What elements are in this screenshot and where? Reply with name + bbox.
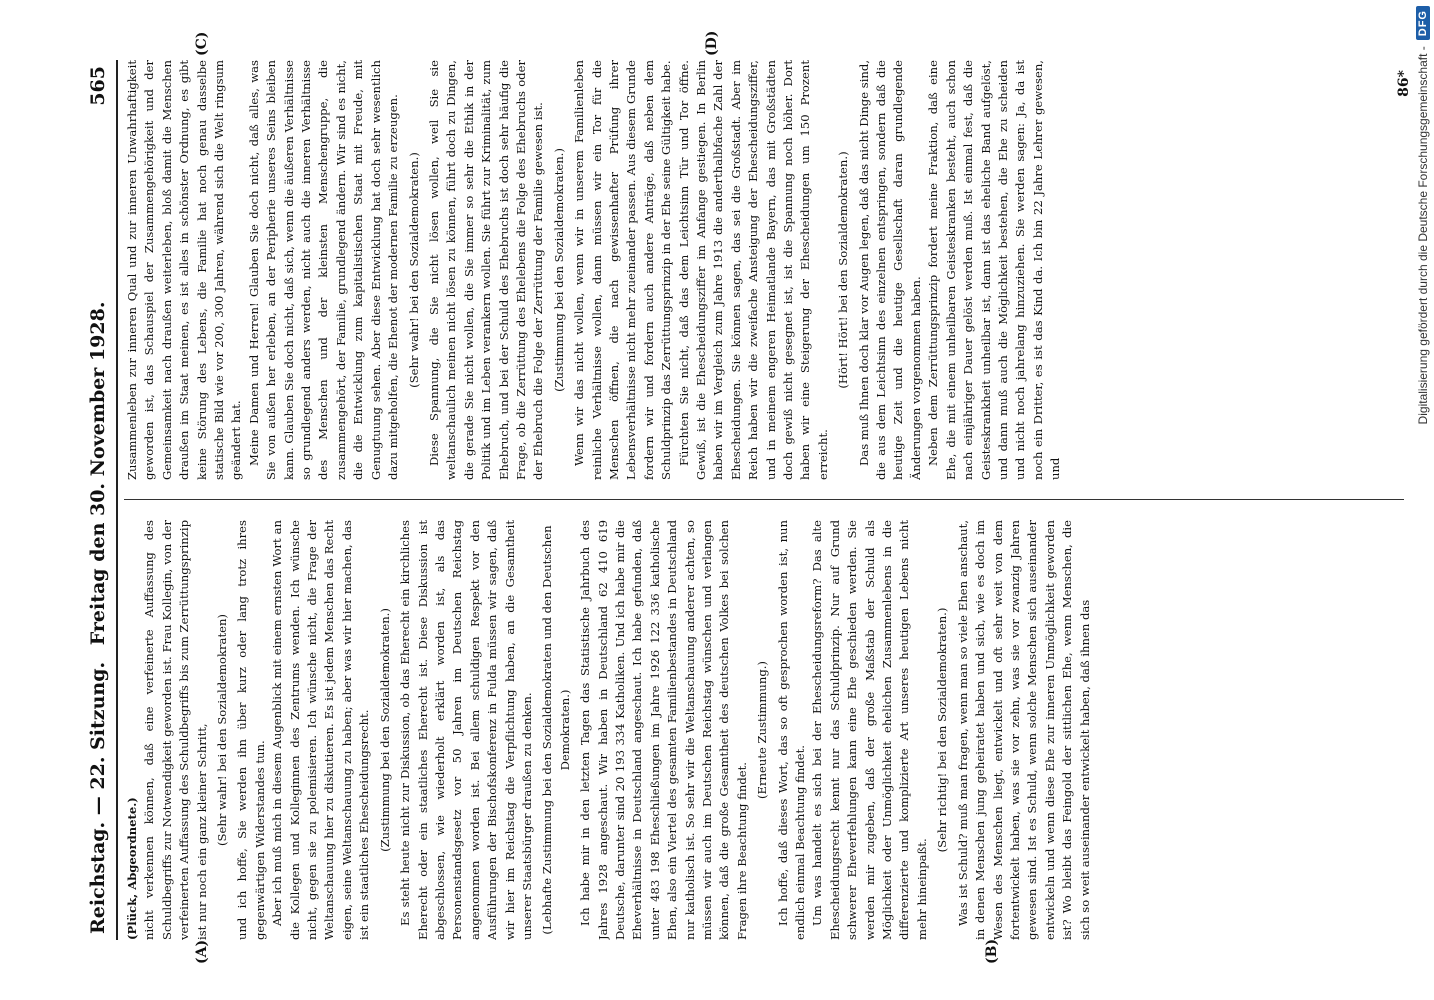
paragraph: Diese Spannung, die Sie nicht lösen wollen, weil Sie sie weltanschaulich meinen nicht lösen zu können, führt doch zu Dingen, die gerade Sie nicht wollen, die Sie immer so sehr die Ethik in der Politik und im Leben verankern wollen. Sie führt zur Kriminalität, zum Ehebruch, und bei der Schuld des Ehebruchs ist doch sehr häufig die Frage, ob die Zerrüttung des Ehelebens die Folge des Ehebruchs oder der Ehebruch die Folge der Zerrüttung der Familie gewesen ist. [426,60,546,480]
interjection: (Hört! Hört! bei den Sozialdemokraten.) [836,151,851,389]
paragraph: Neben dem Zerrüttungsprinzip fordert meine Fraktion, daß eine Ehe, die mit einem unheilbaren Geisteskranken besteht, auch schon nach einjähriger Dauer gelöst werden muß. Ist einmal fest, daß die Geisteskrankheit unheilbar ist, dann ist das eheliche Band aufgelöst, und dann muß auch die Möglichkeit bestehen, die Ehe zu scheiden und nicht noch jahrelang hinzuziehen. Sie werden sagen: Ja, da ist noch ein Dritter, es ist das Kind da. Ich bin 22 Jahre Lehrer gewesen, und [926,60,1063,480]
sheet-signature: 86* [1396,70,1412,97]
text-body [124,30,1412,964]
paragraph: Wenn wir das nicht wollen, wenn wir in unserem Familienleben reinliche Verhältnisse wollen, dann müssen wir ein Tor für die Menschen öffnen, die nach gewissenhafter Prüfung ihrer Lebensverhältnisse nicht mehr zueinander passen. Aus diesem Grunde fordern wir und fordern auch andere Anträge, daß neben dem Schuldprinzip das Zerrüttungsprinzip in der Ehe seine Gültigkeit habe. [572,60,674,480]
interjection: (Zustimmung bei den Sozialdemokraten.) [551,148,566,392]
paragraph: Aber ich muß mich in diesem Augenblick mit einem ernsten Wort an die Kollegen und Kolleginnen des Zentrums wenden. Ich wünsche nicht, gegen sie zu polemisieren. Ich wünsche nicht, die Frage der Weltanschauung hier zu diskutieren. Es ist jedem Menschen das Recht eigen, seine Weltanschauung zu haben; aber was wir hier machen, das ist ein staatliches Ehescheidungsrecht. [270,520,372,940]
left-margin-markers [124,938,1404,964]
interjection: (Sehr richtig! bei den Sozialdemokraten.) [935,607,950,853]
paragraph: Was ist Schuld? muß man fragen, wenn man so viele Ehen anschaut, in denen Menschen jung geheiratet haben und sich, wie es doch im Wesen des Menschen liegt, entwickelt und oft sehr weit von dem fortentwickelt haben, was sie vor zehn, was sie vor zwanzig Jahren gewesen sind. Ist es Schuld, wenn solche Menschen sich auseinander entwickeln und wenn diese Ehe zur inneren Unmöglichkeit geworden ist? Wo bleibt das Feingold der sittlichen Ehe, wenn Menschen, die sich so weit auseinander entwickelt haben, daß ihnen das [955,520,1092,940]
dfg-logo: DFG [1416,6,1430,40]
right-column [124,60,1404,480]
header-left-text: Reichstag. — 22. Sitzung. [87,661,109,934]
right-margin-markers [124,30,1404,56]
interjection: (Zustimmung bei den Sozialdemokraten.) [377,608,392,852]
paragraph: Es steht heute nicht zur Diskussion, ob das Eherecht ein kirchliches Eherecht oder ein staatliches Eherecht ist. Diese Diskussion ist abgeschlossen, wie wiederholt erklärt worden ist, als das Personenstandsgesetz vor 50 Jahren im Deutschen Reichstag angenommen worden ist. Bei allem schuldigen Respekt vor den Ausführungen der Bischofskonferenz in Fulda müssen wir sagen, daß wir hier im Reichstag die Verpflichtung haben, an die Gesamtheit unserer Staatsbürger draußen zu denken. [398,520,534,940]
paragraph: nicht verkennen können, daß eine verfeinerte Auffassung des Schuldbegriffs zur Notwendigkeit geworden ist. Frau Kollegin, von der verfeinerten Auffassung des Schuldbegriffs bis zum Zerrüttungsprinzip ist nur noch ein ganz kleiner Schritt, [142,520,209,940]
paragraph: Meine Damen und Herren! Glauben Sie doch nicht, daß alles, was Sie von außen her erleben, an der Peripherie unseres Seins bleiben kann. Glauben Sie doch nicht, daß sich, wenn die äußeren Verhältnisse so grundlegend anders werden, nicht auch die inneren Verhältnisse des Menschen und der kleinsten Menschengruppe, die zusammengehört, der Familie, grundlegend ändern. Wir sind es nicht, die die Entwicklung zum kapitalistischen Staat mit Freude, mit Genugtuung sehen. Aber diese Entwicklung hat doch sehr wesentlich dazu mitgeholfen, die Ehenot der modernen Familie zu erzeugen. [246,60,401,480]
marker-d: (D) [704,30,720,56]
paragraph: (Plück, Abgeordnete.) [125,797,139,940]
paragraph: Das muß Ihnen doch klar vor Augen legen, daß das nicht Dinge sind, die aus dem Leichtsinn des einzelnen entspringen, sondern daß die heutige Zeit und die heutige Gesellschaft daran grundlegende Änderungen vorgenommen haben. [856,60,923,480]
paragraph: Zusammenleben zur inneren Qual und zur inneren Unwahrhaftigkeit geworden ist, das Schauspiel der Zusammengehörigkeit und der Gemeinsamkeit nach draußen weiterleben, bloß damit die Menschen draußen im Staat meinen, es ist alles in schönster Ordnung, es gibt keine Störung des Lebens, die Familie hat noch genau dasselbe statische Bild wie vor 200, 300 Jahren, während sich die Welt ringsum geändert hat. [125,60,244,480]
marker-c: (C) [194,31,210,56]
dfg-credit-strip [1412,6,1434,996]
page-header [80,60,118,940]
paragraph: und ich hoffe, Sie werden ihn über kurz oder lang trotz ihres gegenwärtigen Widerstandes tun. [235,520,267,940]
paragraph: Um was handelt es sich bei der Ehescheidungsreform? Das alte Ehescheidungsrecht kennt nur das Schuldprinzip. Nur auf Grund schwerer Eheverfehlungen kann eine Ehe geschieden werden. Sie werden mir zugeben, daß der große Maßstab der Schuld als Möglichkeit oder Unmöglichkeit ehelichen Zusammenlebens in die differenzierte und komplizierte Art unseres heutigen Lebens nicht mehr hineinpaßt. [810,520,929,940]
paragraph: Ich habe mir in den letzten Tagen das Statistische Jahrbuch des Jahres 1928 angeschaut. Wir haben in Deutschland 62 410 619 Deutsche, darunter sind 20 193 334 Katholiken. Und ich habe mir die Eheverhältnisse in Deutschland angeschaut. Ich habe gefunden, daß unter 483 198 Eheschließungen im Jahre 1926 122 336 katholische Ehen, also ein Viertel des gesamten Familienbestandes in Deutschland nur katholisch ist. So sehr wir die Weltanschauung anderer achten, so müssen wir auch im Deutschen Reichstag wünschen und verlangen können, daß die große Gesamtheit des deutschen Volkes bei solchen Fragen ihre Beachtung findet. [578,520,749,940]
column-divider [124,499,1404,500]
interjection: (Lebhafte Zustimmung bei den Sozialdemokraten und den Deutschen Demokraten.) [540,525,572,935]
interjection: (Sehr wahr! bei den Sozialdemokraten.) [406,152,421,388]
paragraph: Fürchten Sie nicht, daß das dem Leichtsinn Tür und Tor öffne. Gewiß, ist die Ehescheidungsziffer im Anfange gestiegen. In Berlin haben wir im Vergleich zum Jahre 1913 die anderthalbfache Zahl der Ehescheidungen. Sie können sagen, das sei die Großstadt. Aber im Reich haben wir die zweifache Ansteigung der Ehescheidungsziffer, und in meinem engeren Heimatlande Bayern, das mit Großstädten doch gewiß nicht gesegnet ist, ist die Spannung noch höher. Dort haben wir eine Steigerung der Ehescheidungen um 150 Prozent erreicht. [676,60,830,480]
interjection: (Erneute Zustimmung.) [755,661,770,799]
paragraph: Ich hoffe, daß dieses Wort, das so oft gesprochen worden ist, nun endlich einmal Beachtung findet. [775,520,808,940]
marker-a: (A) [194,939,210,964]
header-session [87,302,109,934]
dfg-credit-text: Digitalisierung gefördert durch die Deutsche Forschungsgemeinschaft - [1416,46,1430,425]
left-column [124,520,1404,940]
page-number: 565 [87,66,109,106]
header-date: Freitag den 30. November 1928. [87,301,109,646]
interjection: (Sehr wahr! bei den Sozialdemokraten) [215,614,230,846]
marker-b: (B) [984,938,1000,964]
rotated-page-content [80,30,1412,964]
